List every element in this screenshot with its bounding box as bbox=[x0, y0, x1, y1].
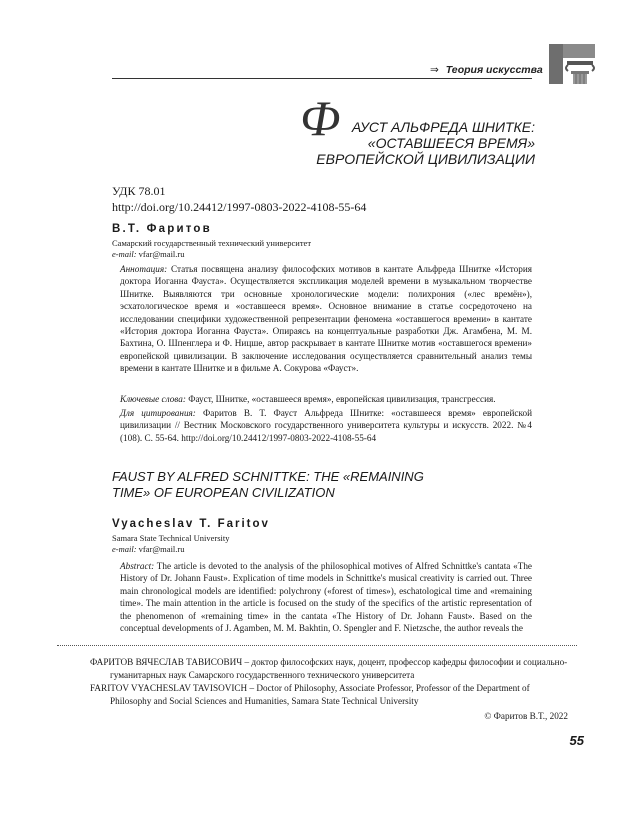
citation-ru bbox=[120, 407, 532, 444]
abstract-ru bbox=[120, 263, 532, 375]
article-title-en bbox=[112, 469, 442, 501]
keywords-ru bbox=[120, 393, 532, 405]
abstract-text-en: The article is devoted to the analysis of the philosophical motives of Alfred Schnittke's cantata «The History of Dr. Johann Faust». Explication of time models in Schnittke's musical creativity is carried out. Three main chronological models are identified: polychrony («forest of times»), eschatological time and «remaining time». The main attention in the article is focused on the study of the specifics of the artistic representation of the phenomenon of «remaining time» in the cantata «The History of Dr. Johann Faust». Based on the conceptual developments of J. Agamben, M. M. Bakhtin, O. Spengler and F. Nietzsche, the author reveals the bbox=[120, 561, 532, 634]
title-line-3: ЕВРОПЕЙСКОЙ ЦИВИЛИЗАЦИИ bbox=[316, 151, 535, 167]
author-email-en bbox=[112, 544, 185, 555]
doi-link[interactable]: http://doi.org/10.24412/1997-0803-2022-4108-55-64 bbox=[112, 200, 367, 214]
author-affiliation-ru: Самарский государственный технический университет bbox=[112, 238, 312, 248]
journal-section-label bbox=[430, 64, 543, 76]
citation-text-ru: Фаритов В. Т. Фауст Альфреда Шнитке: «оставшееся время» европейской цивилизации // Вестник Московского государственного университета культуры и искусств. 2022. №4 (108). С. 55-64. http://doi.org/10.24412/1997-0803-2022-4108-55-64 bbox=[120, 408, 533, 443]
title-line-2: «ОСТАВШЕЕСЯ ВРЕМЯ» bbox=[367, 135, 535, 151]
email-address[interactable]: vfar@mail.ru bbox=[138, 249, 185, 259]
footnote-ru-text: ФАРИТОВ ВЯЧЕСЛАВ ТАВИСОВИЧ – доктор философских наук, доцент, профессор кафедры философии и социально-гуманитарных наук Самарского государственного технического университета bbox=[90, 657, 568, 680]
author-name-en: Vyacheslav T. Faritov bbox=[112, 518, 270, 530]
abstract-en bbox=[120, 560, 532, 634]
author-name-ru: В.Т. Фаритов bbox=[112, 223, 212, 235]
copyright-note: © Фаритов В.Т., 2022 bbox=[484, 711, 568, 721]
citation-label-ru: Для цитирования: bbox=[120, 408, 196, 418]
footnote-author-en bbox=[90, 682, 568, 707]
udk-block bbox=[112, 183, 366, 215]
title-en-line-1: FAUST BY ALFRED SCHNITTKE: THE «REMAINING bbox=[112, 469, 424, 484]
abstract-label-ru: Аннотация: bbox=[120, 264, 168, 274]
title-en-line-2: TIME» OF EUROPEAN CIVILIZATION bbox=[112, 485, 335, 500]
keywords-label-ru: Ключевые слова: bbox=[120, 394, 186, 404]
author-email-ru bbox=[112, 249, 185, 260]
page-number: 55 bbox=[569, 733, 584, 748]
section-title: Теория искусства bbox=[445, 64, 543, 76]
footnote-divider bbox=[57, 645, 577, 646]
article-title bbox=[300, 90, 535, 167]
email-address-en[interactable]: vfar@mail.ru bbox=[138, 544, 185, 554]
keywords-text-ru: Фауст, Шнитке, «оставшееся время», европейская цивилизация, трансгрессия. bbox=[188, 394, 496, 404]
abstract-label-en: Abstract: bbox=[120, 561, 155, 571]
title-initial-letter: Ф bbox=[300, 90, 341, 146]
column-capital-logo-icon bbox=[549, 44, 595, 84]
abstract-text-ru: Статья посвящена анализу философских мотивов в кантате Альфреда Шнитке «История доктора Иоганна Фауста». Осуществляется экспликация моделей времени в музыкальном творчестве Шнитке. Выявляются три основные хронологические модели: полихрония («лес времён»), эсхатологическое время и «оставшееся время». Основное внимание в статье сосредоточено на исследовании специфики художественной репрезентации феномена «оставшегося времени» в кантате «История доктора Иоганна Фауста». Опираясь на концептуальные разработки Дж. Агамбена, М. М. Бахтина, О. Шпенглера и Ф. Ницше, автор раскрывает в кантате Шнитке мотив «оставшегося времени» европейской цивилизации. В заключение исследования осуществляется сравнительный анализ темы времени в кантате Шнитке и в фильме А. Сокурова «Фауст». bbox=[120, 264, 532, 374]
title-line-1: АУСТ АЛЬФРЕДА ШНИТКЕ: bbox=[351, 119, 535, 135]
arrow-right-icon: ⇒ bbox=[430, 64, 439, 76]
header-rule bbox=[112, 78, 532, 79]
author-affiliation-en: Samara State Technical University bbox=[112, 533, 230, 543]
udk-code: УДК 78.01 bbox=[112, 184, 166, 198]
footnote-en-text: FARITOV VYACHESLAV TAVISOVICH – Doctor of Philosophy, Associate Professor, Professor of the Department of Philosophy and Social Sciences and Humanities, Samara State Technical University bbox=[90, 683, 530, 706]
email-label: e-mail: bbox=[112, 249, 137, 259]
email-label-en: e-mail: bbox=[112, 544, 137, 554]
footnote-author-ru bbox=[90, 656, 568, 681]
